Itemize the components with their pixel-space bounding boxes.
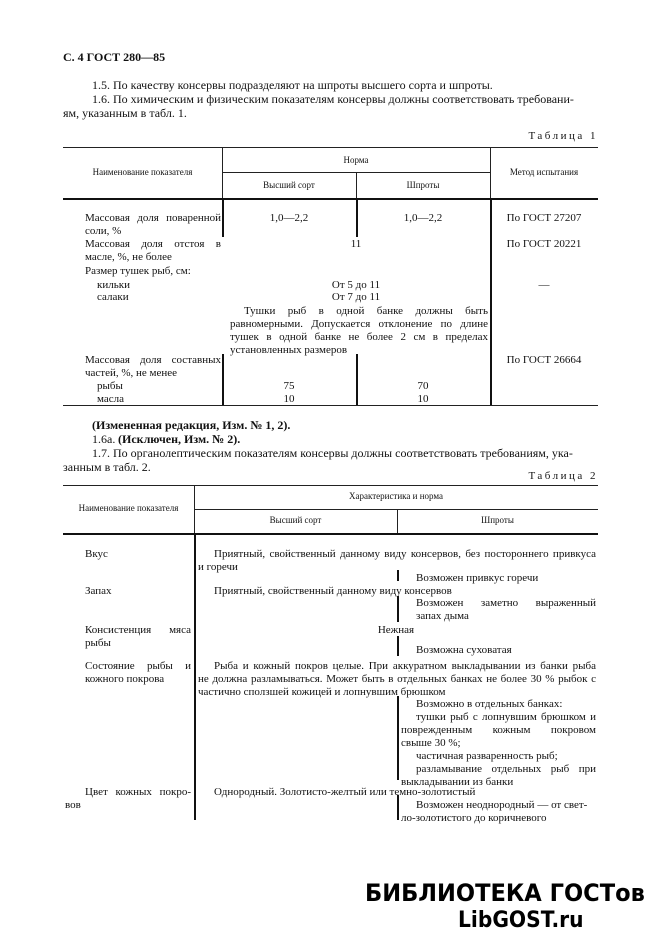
table2-sprats: разламывание отдельных рыб при xyxy=(416,763,596,775)
page-header: С. 4 ГОСТ 280—85 xyxy=(63,50,166,64)
table2-col-sprats: Шпроты xyxy=(481,515,514,525)
table1-row-label: Массовая доля составных xyxy=(85,354,221,366)
table2-text: и горечи xyxy=(198,561,238,573)
table2-sprats: свыше 30 %; xyxy=(401,737,461,749)
table2-text: Однородный. Золотисто-желтый или темно-золотистый xyxy=(214,786,476,798)
table2-text: не должна разламываться. Может быть в отдельных банках не более 30 % рыбок с xyxy=(198,673,596,685)
changes-note: (Измененная редакция, Изм. № 1, 2). xyxy=(92,418,291,432)
table1-note: Тушки рыб в одной банке должны быть xyxy=(244,305,488,317)
table1-row-label: салаки xyxy=(97,291,129,303)
table1-caption: Таблица 1 xyxy=(528,130,598,142)
table1-cell: От 5 до 11 xyxy=(331,279,381,291)
table1-note: установленных размеров xyxy=(230,344,348,356)
table1-col-method: Метод испытания xyxy=(509,167,579,177)
table2-sprats: запах дыма xyxy=(416,610,469,622)
table1-row-label: масла xyxy=(97,393,125,405)
table1-col-sprats: Шпроты xyxy=(406,180,440,190)
table1-cell: 10 xyxy=(417,393,429,405)
table2-sprats: тушки рыб с лопнувшим брюшком и xyxy=(416,711,596,723)
table2-row-label: вов xyxy=(65,799,81,811)
paragraph-1-6-line: ям, указанным в табл. 1. xyxy=(63,106,187,120)
table2-caption: Таблица 2 xyxy=(528,470,598,482)
table1-cell: 10 xyxy=(283,393,295,405)
table2-text: Рыба и кожный покров целые. При аккуратном выкладывании из банки рыба xyxy=(214,660,596,672)
paragraph-1-7-line: занным в табл. 2. xyxy=(63,460,151,474)
table2-text: Приятный, свойственный данному виду консервов, без постороннего привкуса xyxy=(214,548,596,560)
table2-row-label: Цвет кожных покро- xyxy=(85,786,191,798)
table1-row-label: кильки xyxy=(97,279,130,291)
table1-col-norm: Норма xyxy=(343,155,369,165)
watermark-title: БИБЛИОТЕКА ГОСТов xyxy=(365,879,645,907)
table2-sprats: Возможно в отдельных банках: xyxy=(416,698,563,710)
table1-row-label: масле, %, не более xyxy=(85,251,172,263)
table2-sprats: поврежденным кожным покровом xyxy=(401,724,596,736)
paragraph-1-6a-number: 1.6а. xyxy=(92,432,116,446)
table1-cell: 70 xyxy=(417,380,429,392)
table1-row-label: частей, %, не менее xyxy=(85,367,178,379)
table2-col-top: Высший сорт xyxy=(269,515,322,525)
table2-row-label: Состояние рыбы и xyxy=(85,660,191,672)
table2-sprats: Возможен неоднородный — от свет- xyxy=(416,799,588,811)
table2-sprats: частичная разваренность рыб; xyxy=(416,750,558,762)
table1-col-top: Высший сорт xyxy=(263,180,315,190)
table1-method: По ГОСТ 20221 xyxy=(506,238,582,250)
table2-row-label: Запах xyxy=(85,585,112,597)
table2-row-label: кожного покрова xyxy=(85,673,165,685)
table1-cell: 1,0—2,2 xyxy=(269,212,309,224)
table1-cell: 11 xyxy=(350,238,362,250)
watermark-site: LibGOST.ru xyxy=(458,908,584,933)
table1-cell: 75 xyxy=(283,380,295,392)
table1-note: равномерными. Допускается отклонение по длине xyxy=(230,318,488,330)
table1-method: — xyxy=(538,279,550,291)
table2-sprats: Возможен привкус горечи xyxy=(416,572,539,584)
paragraph-1-7-line: 1.7. По органолептическим показателям консервы должны соответствовать требованиям, ука- xyxy=(92,446,573,460)
paragraph-1-5: 1.5. По качеству консервы подразделяют на шпроты высшего сорта и шпроты. xyxy=(92,78,493,92)
table1-method: По ГОСТ 26664 xyxy=(506,354,582,366)
table1-note: тушек в одной банке не более 2 см в пределах xyxy=(230,331,488,343)
table1-row-label: Размер тушек рыб, см: xyxy=(85,265,191,277)
table2-text: частично сползшей кожицей и лопнувшим брюшком xyxy=(198,686,446,698)
table1-method: По ГОСТ 27207 xyxy=(506,212,582,224)
table2-row-label: Консистенция мяса xyxy=(85,624,191,636)
table2-col-char: Характеристика и норма xyxy=(348,491,444,501)
table1-row-label: соли, % xyxy=(85,225,122,237)
table1-row-label: Массовая доля отстоя в xyxy=(85,238,221,250)
table2-row-label: Вкус xyxy=(85,548,108,560)
table2-text: Нежная xyxy=(377,624,415,636)
table2-col-name: Наименование показателя xyxy=(78,503,179,513)
table2-sprats: ло-золотистого до коричневого xyxy=(401,812,547,824)
table1-row-label: рыбы xyxy=(97,380,123,392)
table2-sprats: выкладывании из банки xyxy=(401,776,514,788)
table1-col-name: Наименование показателя xyxy=(92,167,193,177)
table2-row-label: рыбы xyxy=(85,637,111,649)
table2-text: Приятный, свойственный данному виду консервов xyxy=(214,585,452,597)
table1-cell: 1,0—2,2 xyxy=(403,212,443,224)
table2-sprats: Возможен заметно выраженный xyxy=(416,597,596,609)
paragraph-1-6a-text: (Исключен, Изм. № 2). xyxy=(118,432,241,446)
table1-cell: От 7 до 11 xyxy=(331,291,381,303)
table1-row-label: Массовая доля поваренной xyxy=(85,212,221,224)
paragraph-1-6-line: 1.6. По химическим и физическим показателям консервы должны соответствовать требовани- xyxy=(92,92,574,106)
table2-sprats: Возможна суховатая xyxy=(416,644,512,656)
